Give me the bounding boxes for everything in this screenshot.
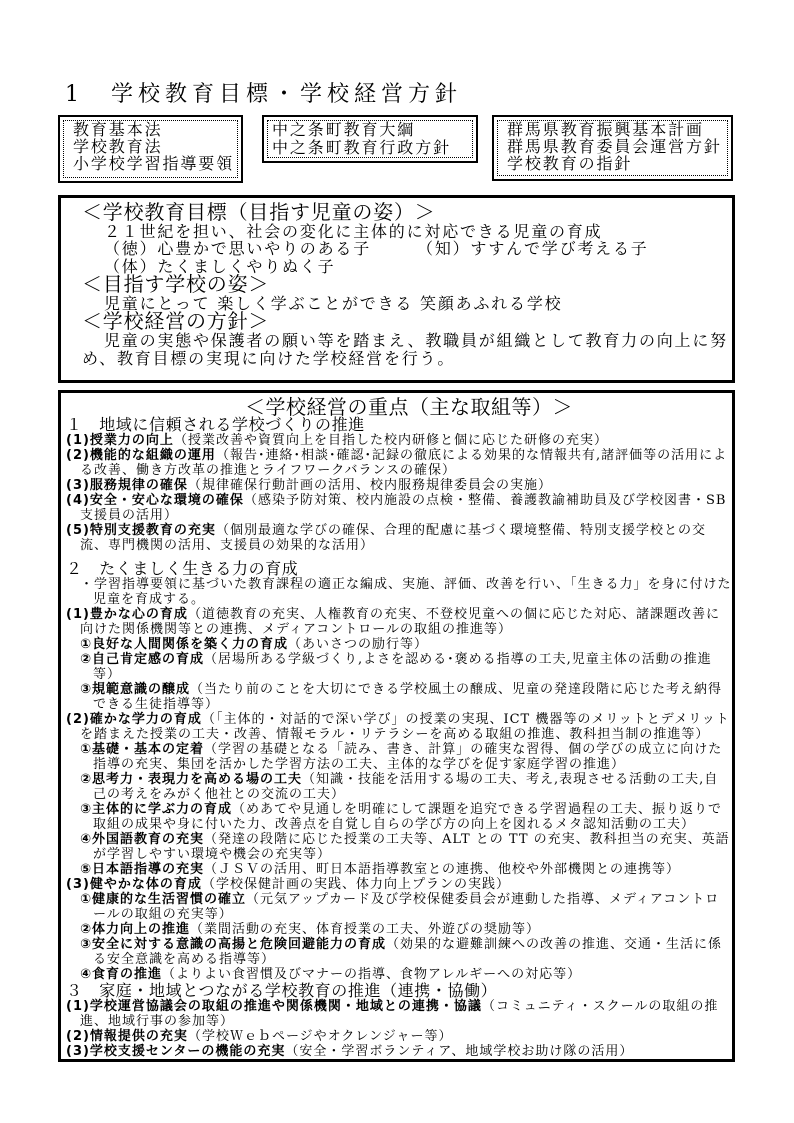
item-label: ②体力向上の推進 [80, 922, 191, 937]
reference-item: 教育基本法 [73, 120, 163, 139]
item-detail: （知識・技能を活用する場の工夫、考え,表現させる活動の工夫,自己の考えをみがく他社との交流の工夫） [93, 772, 719, 802]
item-label: ③主体的に学ぶ力の育成 [80, 802, 233, 817]
item-detail: （規律確保行動計画の活用、校内服務規律委員会の実施） [187, 478, 552, 493]
reference-box-inner [267, 120, 473, 158]
reference-item: 群馬県教育委員会運営方針 [507, 137, 722, 156]
item-detail: （道徳教育の充実、人権教育の充実、不登校児童への個に応じた対応、諸課題改善に向けた関係機関等との連携、メディアコントロールの取組の推進等） [80, 607, 720, 637]
policy-heading: ＜学校経営の方針＞ [82, 309, 270, 333]
reference-box-national [58, 115, 243, 183]
item-detail: （学校Ｗｅｂページやオクレンジャー等） [187, 1029, 453, 1044]
list-item [66, 433, 732, 448]
section-heading-3: ３ 家庭・地域とつながる学校教育の推進（連携・協働） [66, 981, 498, 1000]
reference-item: 学校教育の指針 [507, 154, 633, 173]
item-label: (3)学校支援センターの機能の充実 [66, 1044, 286, 1059]
section-heading-2: ２ たくましく生きる力の育成 [66, 559, 299, 578]
item-label: ④外国語教育の充実 [80, 832, 205, 847]
item-detail: （よりよい食習慣及びマナーの指導、食物アレルギーへの対応等） [162, 967, 582, 982]
item-detail: （居場所ある学級づくり,よさを認める･褒める指導の工夫,児童主体の活動の推進等） [93, 652, 712, 682]
sub-item [80, 802, 732, 832]
item-detail: （業間活動の充実、体育授業の工夫、外遊びの奨励等） [190, 922, 541, 937]
item-detail: （ＪＳＶの活用、町日本語指導教室との連携、他校や外部機関との連携等） [204, 862, 681, 877]
reference-item: 小学校学習指導要領 [73, 154, 235, 173]
sub-item [80, 742, 732, 772]
item-label: ③規範意識の醸成 [80, 682, 191, 697]
item-detail: （発達の段階に応じた授業の工夫等、ALT との TT の充実、教科担当の充実、英語が学習しやすい環境や機会の充実等） [93, 832, 730, 862]
reference-item: 中之条町教育大綱 [272, 120, 416, 139]
list-item [66, 712, 732, 742]
child-image-line [82, 240, 730, 258]
item-label: (1)豊かな心の育成 [66, 607, 188, 622]
item-label: (3)服務規律の確保 [66, 478, 188, 493]
list-item [66, 877, 732, 892]
item-detail: （元気アップカード及び学校保健委員会が連動した指導、メディアコントロールの取組の充実等） [93, 892, 720, 922]
item-detail: （安全・学習ボランティア、地域学校お助け隊の活用） [285, 1044, 634, 1059]
item-detail: （学習の基礎となる「読み、書き、計算」の確実な習得、個の学びの成立に向けた指導の充実、集団を活かした学習方法の工夫、主体的な学びを促す家庭学習の推進） [93, 742, 723, 772]
sub-item [80, 772, 732, 802]
section-heading-1: １ 地域に信頼される学校づくりの推進 [66, 415, 365, 434]
child-image-tai: （体）たくましくやりぬく子 [104, 256, 336, 276]
item-detail: （めあてや見通しを明確にして課題を追究できる学習過程の工夫、振り返りで取組の成果や身に付いた力、改善点を自覚し自らの学び方の向上を図れるメタ認知活動の工夫） [93, 802, 723, 832]
list-item [66, 1029, 732, 1044]
item-label: (1)授業力の向上 [66, 433, 174, 448]
item-label: (3)健やかな体の育成 [66, 877, 202, 892]
sub-item [80, 892, 732, 922]
item-label: (2)機能的な組織の運用 [66, 448, 216, 463]
priorities-heading: ＜学校経営の重点（主な取組等）＞ [245, 395, 573, 419]
list-item [66, 478, 732, 493]
reference-box-inner [497, 120, 728, 176]
sub-item [80, 652, 732, 682]
item-label: ③安全に対する意識の高揚と危険回避能力の育成 [80, 937, 387, 952]
policy-text: 児童の実態や保護者の願い等を踏まえ、教職員が組織として教育力の向上に努め、教育目標の実現に向けた学校経営を行う。 [82, 330, 728, 368]
child-image-chi: （知）すすんで学び考える子 [417, 239, 649, 258]
item-label: (4)安全・安心な環境の確保 [66, 493, 244, 508]
sub-item [80, 637, 732, 652]
item-label: ⑤日本語指導の充実 [80, 862, 205, 877]
school-vision-text: 児童にとって 楽しく学ぶことができる 笑顔あふれる学校 [104, 293, 563, 313]
reference-item: 群馬県教育振興基本計画 [507, 120, 704, 139]
reference-item: 学校教育法 [73, 137, 163, 156]
item-detail: （感染予防対策、校内施設の点検・整備、養護教諭補助員及び学校図書・SB支援員の活用） [80, 493, 727, 523]
child-image-toku: （徳）心豊かで思いやりのある子 [104, 239, 372, 258]
item-detail: （個別最適な学びの確保、合理的配慮に基づく環境整備、特別支援学校との交流、専門機関の活用、支援員の効果的な活用） [80, 523, 706, 553]
list-item [66, 1044, 732, 1059]
reference-box-prefecture [492, 115, 733, 181]
list-item [66, 493, 732, 523]
sub-item [80, 937, 732, 967]
sub-item [80, 682, 732, 712]
section-intro: ・学習指導要領に基づいた教育課程の適正な編成、実施、評価、改善を行い、「生きる力」を身に付けた児童を育成する。 [80, 577, 732, 607]
item-detail: （コミュニティ・スクールの取組の推進、地域行事の参加等） [80, 999, 719, 1029]
item-detail: （学校保健計画の実践、体力向上プランの実践） [201, 877, 510, 892]
reference-item: 中之条町教育行政方針 [272, 137, 452, 157]
item-detail: （授業改善や資質向上を目指した校内研修と個に応じた研修の充実） [173, 433, 608, 448]
school-vision-heading: ＜目指す学校の姿＞ [82, 272, 270, 296]
item-label: (2)確かな学力の育成 [66, 712, 202, 727]
item-label: ②自己肯定感の育成 [80, 652, 205, 667]
sub-item [80, 832, 732, 862]
reference-box-inner [63, 120, 238, 178]
item-detail: （当たり前のことを大切にできる学校風土の醸成、児童の発達段階に応じた考え納得できる生徒指導等） [93, 682, 723, 712]
list-item [66, 607, 732, 637]
item-detail: （「主体的・対話的で深い学び」の授業の実現、ICT 機器等のメリットとデメリットを踏まえた授業の工夫・改善、情報モラル・リテラシーを高める取組の推進、教科担当制の推進等） [80, 712, 730, 742]
reference-box-town [262, 115, 478, 163]
list-item [66, 448, 732, 478]
list-item [66, 523, 732, 553]
item-label: (1)学校運営協議会の取組の推進や関係機関・地域との連携・協議 [66, 999, 482, 1014]
item-label: (5)特別支援教育の充実 [66, 523, 216, 538]
goal-heading: ＜学校教育目標（目指す児童の姿）＞ [82, 200, 436, 224]
item-label: ①健康的な生活習慣の確立 [80, 892, 247, 907]
page-title: 1 学校教育目標・学校経営方針 [65, 82, 462, 107]
list-item [66, 999, 732, 1029]
management-priorities-box [58, 390, 735, 1062]
item-label: (2)情報提供の充実 [66, 1029, 188, 1044]
item-label: ①良好な人間関係を築く力の育成 [80, 637, 289, 652]
school-goals-box [58, 195, 735, 383]
sub-item [80, 922, 732, 937]
goal-text: ２１世紀を担い、社会の変化に主体的に対応できる児童の育成 [104, 221, 603, 241]
item-label: ②思考力・表現力を高める場の工夫 [80, 772, 303, 787]
item-detail: （報告･連絡･相談･確認･記録の徹底による効果的な情報共有,諸評価等の活用による改善、働き方改革の推進とライフワークバランスの確保） [80, 448, 728, 478]
sub-item [80, 967, 732, 982]
item-detail: （あいさつの励行等） [288, 637, 429, 652]
item-detail: （効果的な避難訓練への改善の推進、交通・生活に係る安全意識を高める指導等） [93, 937, 723, 967]
item-label: ①基礎・基本の定着 [80, 742, 205, 757]
sub-item [80, 862, 732, 877]
item-label: ④食育の推進 [80, 967, 163, 982]
